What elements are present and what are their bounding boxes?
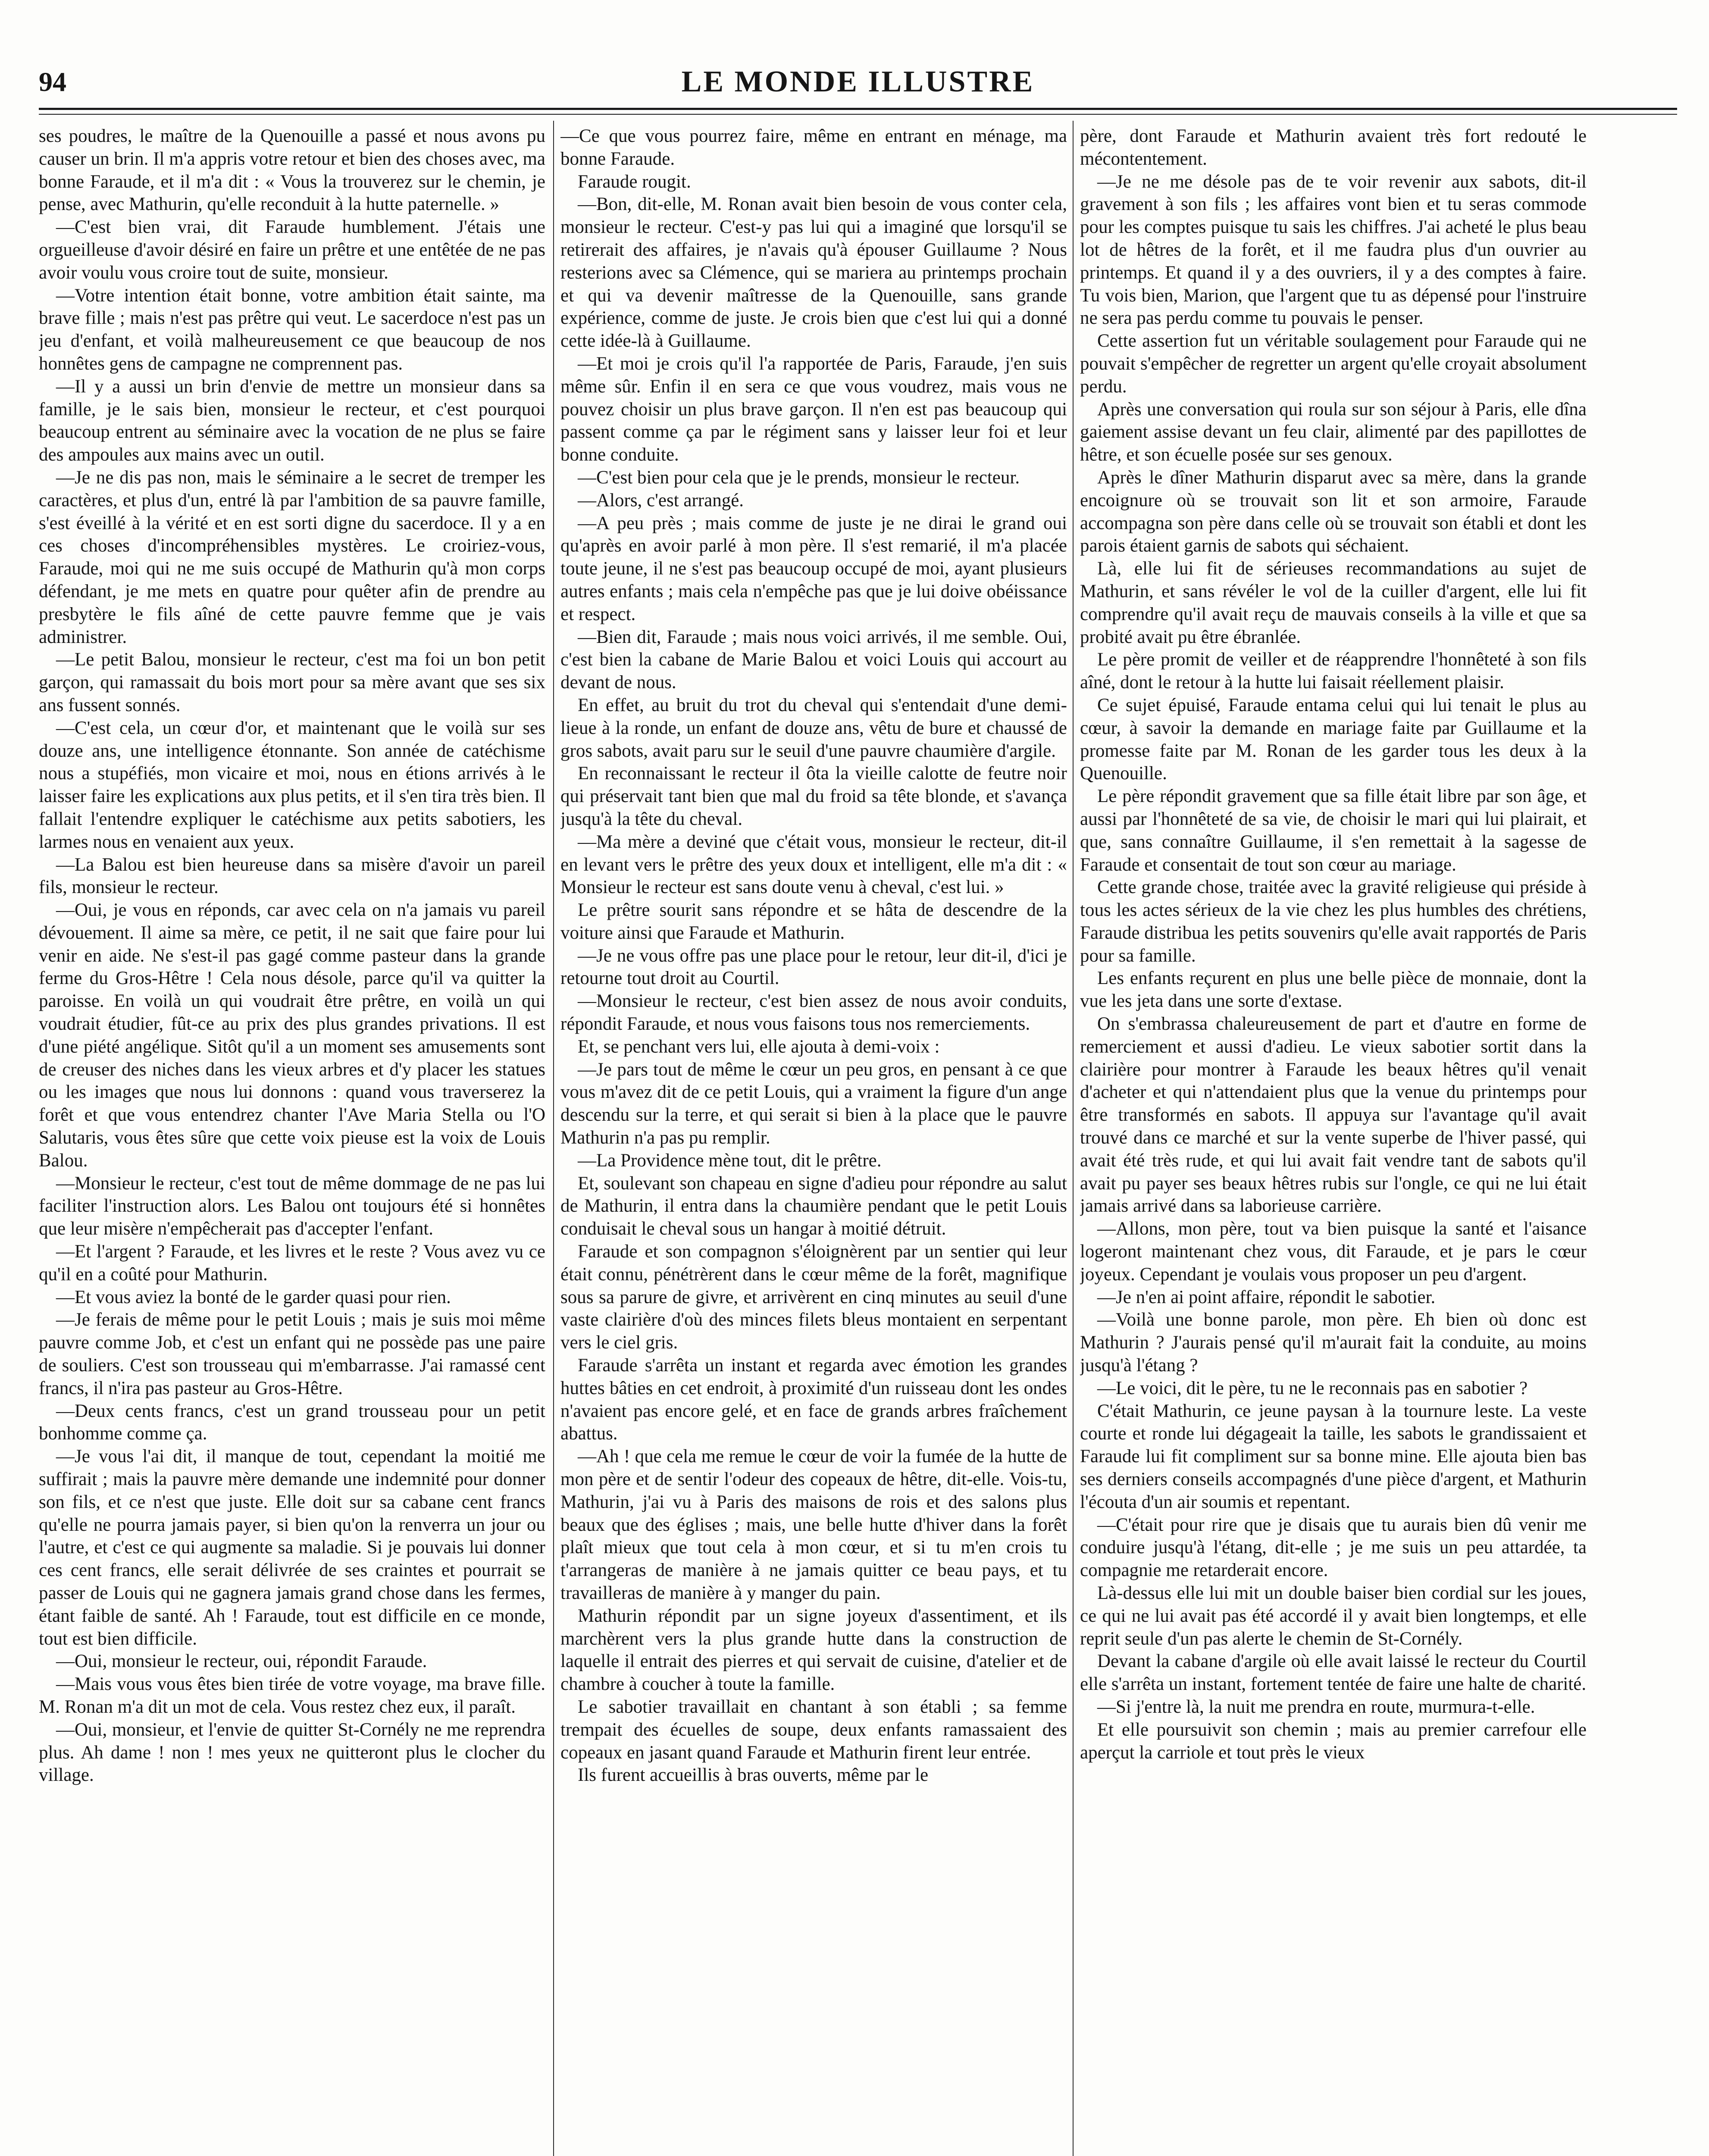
paragraph: Devant la cabane d'argile où elle avait laissé le recteur du Courtil elle s'arrêta un instant, fortement tentée de faire une halte de charité. (1080, 1651, 1587, 1695)
paragraph: —Mais vous vous êtes bien tirée de votre voyage, ma brave fille. M. Ronan m'a dit un mot de cela. Vous restez chez eux, il paraît. (39, 1674, 545, 1717)
paragraph: —Je ne me désole pas de te voir revenir aux sabots, dit-il gravement à son fils ; les affaires vont bien et tu seras commode pour les comptes puisque tu sais les chiffres. J'ai acheté le plus beau lot de hêtres de la forêt, et il me faudra plus d'un ouvrier au printemps. Et quand il y a des ouvriers, il y a des comptes à faire. Tu vois bien, Marion, que l'argent que tu as dépensé pour l'instruire ne sera pas perdu comme tu pouvais le penser. (1080, 171, 1587, 329)
paragraph: C'était Mathurin, ce jeune paysan à la tournure leste. La veste courte et ronde lui dégageait la taille, les sabots le grandissaient et Faraude lui fit compliment sur sa bonne mine. Elle ajouta bien bas ses derniers conseils accompagnés d'une pièce d'argent, et Mathurin l'écouta d'un air soumis et repentant. (1080, 1401, 1587, 1512)
paragraph: Et elle poursuivit son chemin ; mais au premier carrefour elle aperçut la carriole et tout près le vieux (1080, 1719, 1587, 1763)
paragraph: —Et vous aviez la bonté de le garder quasi pour rien. (56, 1287, 451, 1307)
paragraph: —Voilà une bonne parole, mon père. Eh bien où donc est Mathurin ? J'aurais pensé qu'il m'aurait fait la conduite, au moins jusqu'à l'étang ? (1080, 1310, 1587, 1376)
paragraph: Ils furent accueillis à bras ouverts, même par le (578, 1765, 929, 1786)
paragraph: —La Balou est bien heureuse dans sa misère d'avoir un pareil fils, monsieur le recteur. (39, 854, 545, 898)
paragraph: —C'est bien vrai, dit Faraude humblement. J'étais une orgueilleuse d'avoir désiré en faire un prêtre et une entêtée de ne pas avoir voulu vous croire tout de suite, monsieur. (39, 217, 545, 283)
paragraph: Après une conversation qui roula sur son séjour à Paris, elle dîna gaiement assise devant un feu clair, alimenté par des papillottes de hêtre, et son écuelle posée sur ses genoux. (1080, 399, 1587, 465)
text-column-2 (560, 125, 1067, 2156)
paragraph: Faraude et son compagnon s'éloignèrent par un sentier qui leur était connu, pénétrèrent dans le cœur même de la forêt, magnifique sous sa parure de givre, et arrivèrent en cinq minutes au seuil d'une vaste clairière d'où des minces filets bleus montaient en serpentant vers le ciel gris. (560, 1241, 1067, 1353)
paragraph: Faraude rougit. (578, 171, 691, 192)
paragraph: Le prêtre sourit sans répondre et se hâta de descendre de la voiture ainsi que Faraude et Mathurin. (560, 900, 1067, 943)
paragraph: —Je ne dis pas non, mais le séminaire a le secret de tremper les caractères, et plus d'un, entré là par l'ambition de sa pauvre famille, s'est éveillé à la vérité et en est sorti digne du sacerdoce. Il y a en ces choses d'incompréhensibles mystères. Le croiriez-vous, Faraude, moi qui ne me suis occupé de Mathurin qu'à mon corps défendant, je me mets en quatre pour quêter afin de prendre au presbytère le fils aîné de cette pauvre femme que je vais administrer. (39, 467, 545, 647)
paragraph: —Votre intention était bonne, votre ambition était sainte, ma brave fille ; mais n'est pas prêtre qui veut. Le sacerdoce n'est pas un jeu d'enfant, et voilà malheureusement ce que beaucoup de nos honnêtes gens de campagne ne comprennent pas. (39, 285, 545, 374)
page-header (39, 65, 1677, 112)
paragraph: Ce sujet épuisé, Faraude entama celui qui lui tenait le plus au cœur, à savoir la demande en mariage faite par Guillaume et la promesse faite par M. Ronan de les garder tous les deux à la Quenouille. (1080, 695, 1587, 784)
paragraph: —C'est cela, un cœur d'or, et maintenant que le voilà sur ses douze ans, une intelligence étonnante. Son année de catéchisme nous a stupéfiés, mon vicaire et moi, nous en étions arrivés à le laisser faire les explications aux plus petits, et il s'en tira très bien. Il fallait l'entendre expliquer le catéchisme aux petits sabotiers, les larmes nous en venaient aux yeux. (39, 718, 545, 852)
paragraph: Et, soulevant son chapeau en signe d'adieu pour répondre au salut de Mathurin, il entra dans la chaumière pendant que le petit Louis conduisait le cheval sous un hangar à moitié détruit. (560, 1173, 1067, 1239)
paragraph: —Oui, monsieur le recteur, oui, répondit Faraude. (56, 1651, 427, 1672)
paragraph: —Le voici, dit le père, tu ne le reconnais pas en sabotier ? (1097, 1378, 1528, 1398)
paragraph: —C'était pour rire que je disais que tu aurais bien dû venir me conduire jusqu'à l'étang, dit-elle ; je me suis un peu attardée, ta compagnie me retarderait encore. (1080, 1514, 1587, 1581)
paragraph: —Allons, mon père, tout va bien puisque la santé et l'aisance logeront maintenant chez vous, dit Faraude, et je pars le cœur joyeux. Cependant je voulais vous proposer un peu d'argent. (1080, 1219, 1587, 1285)
paragraph: père, dont Faraude et Mathurin avaient très fort redouté le mécontentement. (1080, 126, 1587, 169)
paragraph: —Oui, monsieur, et l'envie de quitter St-Cornély ne me reprendra plus. Ah dame ! non ! mes yeux ne quitteront plus le clocher du village. (39, 1719, 545, 1786)
column-divider (553, 121, 554, 2156)
paragraph: ses poudres, le maître de la Quenouille a passé et nous avons pu causer un brin. Il m'a appris votre retour et bien des choses avec, ma bonne Faraude, et il m'a dit : « Vous la trouverez sur le chemin, je pense, avec Mathurin, qu'elle reconduit à la hutte paternelle. » (39, 126, 545, 215)
text-column-3 (1080, 125, 1587, 2156)
paragraph: Le père promit de veiller et de réapprendre l'honnêteté à son fils aîné, dont le retour à la hutte lui faisait réellement plaisir. (1080, 649, 1587, 693)
page-number: 94 (39, 66, 66, 97)
paragraph: —Je pars tout de même le cœur un peu gros, en pensant à ce que vous m'avez dit de ce petit Louis, qui a vraiment la figure d'un ange descendu sur la terre, et qui serait si bien à la place que le pauvre Mathurin n'a pas pu remplir. (560, 1059, 1067, 1148)
paragraph: —Je vous l'ai dit, il manque de tout, cependant la moitié me suffirait ; mais la pauvre mère demande une indemnité pour donner son fils, et ce n'est que juste. Elle doit sur sa cabane cent francs qu'elle ne pourra jamais payer, si bien qu'on la renverra un jour ou l'autre, et c'est ce qui augmente sa maladie. Si je pouvais lui donner ces cent francs, elle serait délivrée de ses craintes et pourrait se passer de Louis qui ne gagnera jamais grand chose dans les fermes, étant faible de santé. Ah ! Faraude, tout est difficile en ce monde, tout est bien difficile. (39, 1446, 545, 1649)
paragraph: —Bien dit, Faraude ; mais nous voici arrivés, il me semble. Oui, c'est bien la cabane de Marie Balou et voici Louis qui accourt au devant de nous. (560, 627, 1067, 693)
paragraph: —A peu près ; mais comme de juste je ne dirai le grand oui qu'après en avoir parlé à mon père. Il s'est remarié, il m'a placée toute jeune, il ne s'est pas beaucoup occupé de moi, ayant plusieurs autres enfants ; mais cela n'empêche pas que je lui doive obéissance et respect. (560, 513, 1067, 624)
paragraph: Mathurin répondit par un signe joyeux d'assentiment, et ils marchèrent vers la plus grande hutte dans la construction de laquelle il entrait des pierres et qui servait de cuisine, d'atelier et de chambre à coucher à toute la famille. (560, 1605, 1067, 1695)
paragraph: —Ce que vous pourrez faire, même en entrant en ménage, ma bonne Faraude. (560, 126, 1067, 169)
paragraph: —C'est bien pour cela que je le prends, monsieur le recteur. (578, 467, 1020, 488)
paragraph: —Ma mère a deviné que c'était vous, monsieur le recteur, dit-il en levant vers le prêtre des yeux doux et intelligent, elle m'a dit : « Monsieur le recteur est sans doute venu à cheval, c'est lui. » (560, 831, 1067, 898)
paragraph: —Oui, je vous en réponds, car avec cela on n'a jamais vu pareil dévouement. Il aime sa mère, ce petit, il ne sait que faire pour lui venir en aide. Ne s'est-il pas gagé comme pasteur dans la grande ferme du Gros-Hêtre ! Cela nous désole, parce qu'il va quitter la paroisse. En voilà un qui voudrait être prêtre, en voilà un qui voudrait étudier, fût-ce au prix des plus grandes privations. Il est d'une piété angélique. Sitôt qu'il a un moment ses amusements sont de creuser des niches dans les vieux arbres et d'y placer les statues ou les images que nous lui donnons : quand vous traverserez la forêt et que vous entendrez chanter l'Ave Maria Stella ou l'O Salutaris, vous êtes sûre que cette voix pieuse est la voix de Louis Balou. (39, 900, 545, 1171)
paragraph: —Monsieur le recteur, c'est bien assez de nous avoir conduits, répondit Faraude, et nous vous faisons tous nos remerciements. (560, 991, 1067, 1034)
header-rule-thin (39, 114, 1677, 115)
paragraph: —Deux cents francs, c'est un grand trousseau pour un petit bonhomme comme ça. (39, 1401, 545, 1444)
paragraph: Les enfants reçurent en plus une belle pièce de monnaie, dont la vue les jeta dans une sorte d'extase. (1080, 968, 1587, 1012)
paragraph: En reconnaissant le recteur il ôta la vieille calotte de feutre noir qui préservait tant bien que mal du froid sa tête blonde, et s'avança jusqu'à la tête du cheval. (560, 763, 1067, 829)
paragraph: —Si j'entre là, la nuit me prendra en route, murmura-t-elle. (1097, 1696, 1535, 1717)
column-divider (1073, 121, 1074, 2156)
paragraph: Après le dîner Mathurin disparut avec sa mère, dans la grande encoignure où se trouvait son lit et son armoire, Faraude accompagna son père dans celle où se trouvait son établi et dont les parois étaient garnis de sabots qui séchaient. (1080, 467, 1587, 556)
paragraph: Le sabotier travaillait en chantant à son établi ; sa femme trempait des écuelles de soupe, deux enfants ramassaient des copeaux en jasant quand Faraude et Mathurin firent leur entrée. (560, 1696, 1067, 1763)
paragraph: On s'embrassa chaleureusement de part et d'autre en forme de remerciement et aussi d'adieu. Le vieux sabotier sortit dans la clairière pour montrer à Faraude les beaux hêtres qu'il venait d'acheter et qui n'attendaient plus que la venue du printemps pour être transformés en sabots. Il appuya sur l'avantage qu'il avait trouvé dans ce marché et sur la vente superbe de l'hiver passé, qui avait été très rude, et qui lui avait fait vendre tant de sabots qu'il avait pu payer ses beaux hêtres rubis sur l'ongle, ce qui ne lui était jamais arrivé dans sa laborieuse carrière. (1080, 1014, 1587, 1216)
header-rule-thick (39, 108, 1677, 110)
paragraph: Et, se penchant vers lui, elle ajouta à demi-voix : (578, 1036, 940, 1057)
paragraph: Là, elle lui fit de sérieuses recommandations au sujet de Mathurin, et sans révéler le vol de la cuiller d'argent, elle lui fit comprendre qu'il avait reçu de mauvais conseils à la ville et que sa probité avait pu être ébranlée. (1080, 558, 1587, 647)
paragraph: —Je ferais de même pour le petit Louis ; mais je suis moi même pauvre comme Job, et c'est un enfant qui ne possède pas une paire de souliers. C'est son trousseau qui m'embarrasse. J'ai ramassé cent francs, il n'ira pas pasteur au Gros-Hêtre. (39, 1310, 545, 1398)
paragraph: Là-dessus elle lui mit un double baiser bien cordial sur les joues, ce qui ne lui avait pas été accordé il y avait bien longtemps, et elle reprit seule d'un pas alerte le chemin de St-Cornély. (1080, 1583, 1587, 1649)
journal-title: LE MONDE ILLUSTRE (681, 65, 1035, 98)
paragraph: —Alors, c'est arrangé. (578, 490, 744, 511)
paragraph: Faraude s'arrêta un instant et regarda avec émotion les grandes huttes bâties en cet endroit, à proximité d'un ruisseau dont les ondes n'avaient pas encore gelé, et en face de grands arbres fraîchement abattus. (560, 1355, 1067, 1444)
paragraph: —Et l'argent ? Faraude, et les livres et le reste ? Vous avez vu ce qu'il en a coûté pour Mathurin. (39, 1241, 545, 1285)
paragraph: Cette grande chose, traitée avec la gravité religieuse qui préside à tous les actes sérieux de la vie chez les plus humbles des chrétiens, Faraude distribua les petits souvenirs qu'elle avait rapportés de Paris pour sa famille. (1080, 877, 1587, 966)
paragraph: —Je ne vous offre pas une place pour le retour, leur dit-il, d'ici je retourne tout droit au Courtil. (560, 945, 1067, 989)
paragraph: —La Providence mène tout, dit le prêtre. (578, 1150, 882, 1171)
paragraph: —Il y a aussi un brin d'envie de mettre un monsieur dans sa famille, je le sais bien, monsieur le recteur, et c'est pourquoi beaucoup entrent au séminaire avec la vocation de ne plus se faire des ampoules aux mains avec un outil. (39, 376, 545, 465)
paragraph: —Monsieur le recteur, c'est tout de même dommage de ne pas lui faciliter l'instruction alors. Les Balou ont toujours été si honnêtes que leur misère n'empêcherait pas d'accepter l'enfant. (39, 1173, 545, 1239)
paragraph: —Le petit Balou, monsieur le recteur, c'est ma foi un bon petit garçon, qui ramassait du bois mort pour sa mère avant que ses six ans fussent sonnés. (39, 649, 545, 715)
paragraph: Cette assertion fut un véritable soulagement pour Faraude qui ne pouvait s'empêcher de regretter un argent qu'elle croyait absolument perdu. (1080, 331, 1587, 397)
paragraph: En effet, au bruit du trot du cheval qui s'entendait d'une demi-lieue à la ronde, un enfant de douze ans, vêtu de bure et chaussé de gros sabots, avait paru sur le seuil d'une pauvre chaumière d'argile. (560, 695, 1067, 761)
text-column-1 (39, 125, 545, 2156)
paragraph: Le père répondit gravement que sa fille était libre par son âge, et aussi par l'honnêteté de sa vie, de choisir le mari qui lui plairait, et que, sans connaître Guillaume, il s'en remettait à la sagesse de Faraude et consentait de tout son cœur au mariage. (1080, 786, 1587, 875)
paragraph: —Bon, dit-elle, M. Ronan avait bien besoin de vous conter cela, monsieur le recteur. C'est-y pas lui qui a imaginé que lorsqu'il se retirerait des affaires, je n'avais qu'à épouser Guillaume ? Nous resterions avec sa Clémence, qui se mariera au printemps prochain et qui va devenir maîtresse de la Quenouille, sans grande expérience, comme de juste. Je crois bien que c'est lui qui a donné cette idée-là à Guillaume. (560, 194, 1067, 351)
paragraph: —Ah ! que cela me remue le cœur de voir la fumée de la hutte de mon père et de sentir l'odeur des copeaux de hêtre, dit-elle. Vois-tu, Mathurin, j'ai vu à Paris des maisons de rois et des salons plus beaux que des églises ; mais, une belle hutte d'hiver dans la forêt plaît mieux que tout cela à mon cœur, et si tu m'en crois tu t'arrangeras de manière à ne jamais quitter ce beau pays, et tu travailleras de manière à y manger du pain. (560, 1446, 1067, 1603)
paragraph: —Je n'en ai point affaire, répondit le sabotier. (1097, 1287, 1436, 1307)
paragraph: —Et moi je crois qu'il l'a rapportée de Paris, Faraude, j'en suis même sûr. Enfin il en sera ce que vous voudrez, mais vous ne pouvez choisir un plus brave garçon. Il n'en est pas beaucoup qui passent comme ça par le régiment sans y laisser leur foi et leur bonne conduite. (560, 353, 1067, 465)
